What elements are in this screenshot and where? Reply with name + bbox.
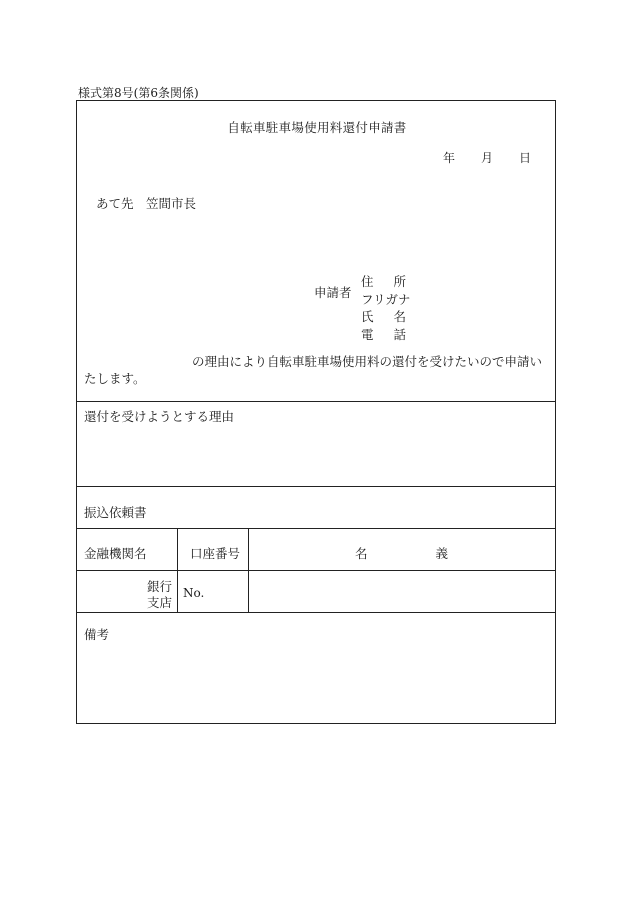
date-line <box>443 149 531 166</box>
name-label: 氏名 <box>361 309 427 324</box>
transfer-request-label: 振込依頼書 <box>84 505 147 520</box>
bank-name-header: 金融機関名 <box>84 546 147 561</box>
divider-table-header <box>77 528 555 529</box>
divider-reason <box>77 401 555 402</box>
divider-transfer <box>77 486 555 487</box>
bank-suffix: 銀行 <box>147 579 173 594</box>
day-label: 日 <box>519 151 532 165</box>
remarks-label: 備考 <box>84 627 110 642</box>
phone-label: 電話 <box>361 327 427 342</box>
column-divider-bank <box>177 528 178 612</box>
form-number: 様式第8号(第6条関係) <box>78 86 199 100</box>
divider-remarks <box>77 612 555 613</box>
furigana-label: フリガナ <box>361 292 411 307</box>
account-number-header: 口座番号 <box>190 546 241 561</box>
form-title: 自転車駐車場使用料還付申請書 <box>227 120 407 135</box>
applicant-label: 申請者 <box>314 285 352 300</box>
account-holder-header: 名義 <box>355 546 517 561</box>
reason-label: 還付を受けようとする理由 <box>84 409 235 424</box>
address-label: 住所 <box>361 274 427 289</box>
month-label: 月 <box>481 151 494 165</box>
divider-table-row <box>77 570 555 571</box>
branch-suffix: 支店 <box>147 595 173 610</box>
column-divider-account <box>248 528 249 612</box>
addressee: あて先 笠間市長 <box>96 196 197 211</box>
request-statement: の理由により自転車駐車場使用料の還付を受けたいので申請いたします。 <box>84 354 543 386</box>
account-number-prefix: No. <box>183 586 205 600</box>
application-form <box>76 100 556 724</box>
year-label: 年 <box>443 151 456 165</box>
